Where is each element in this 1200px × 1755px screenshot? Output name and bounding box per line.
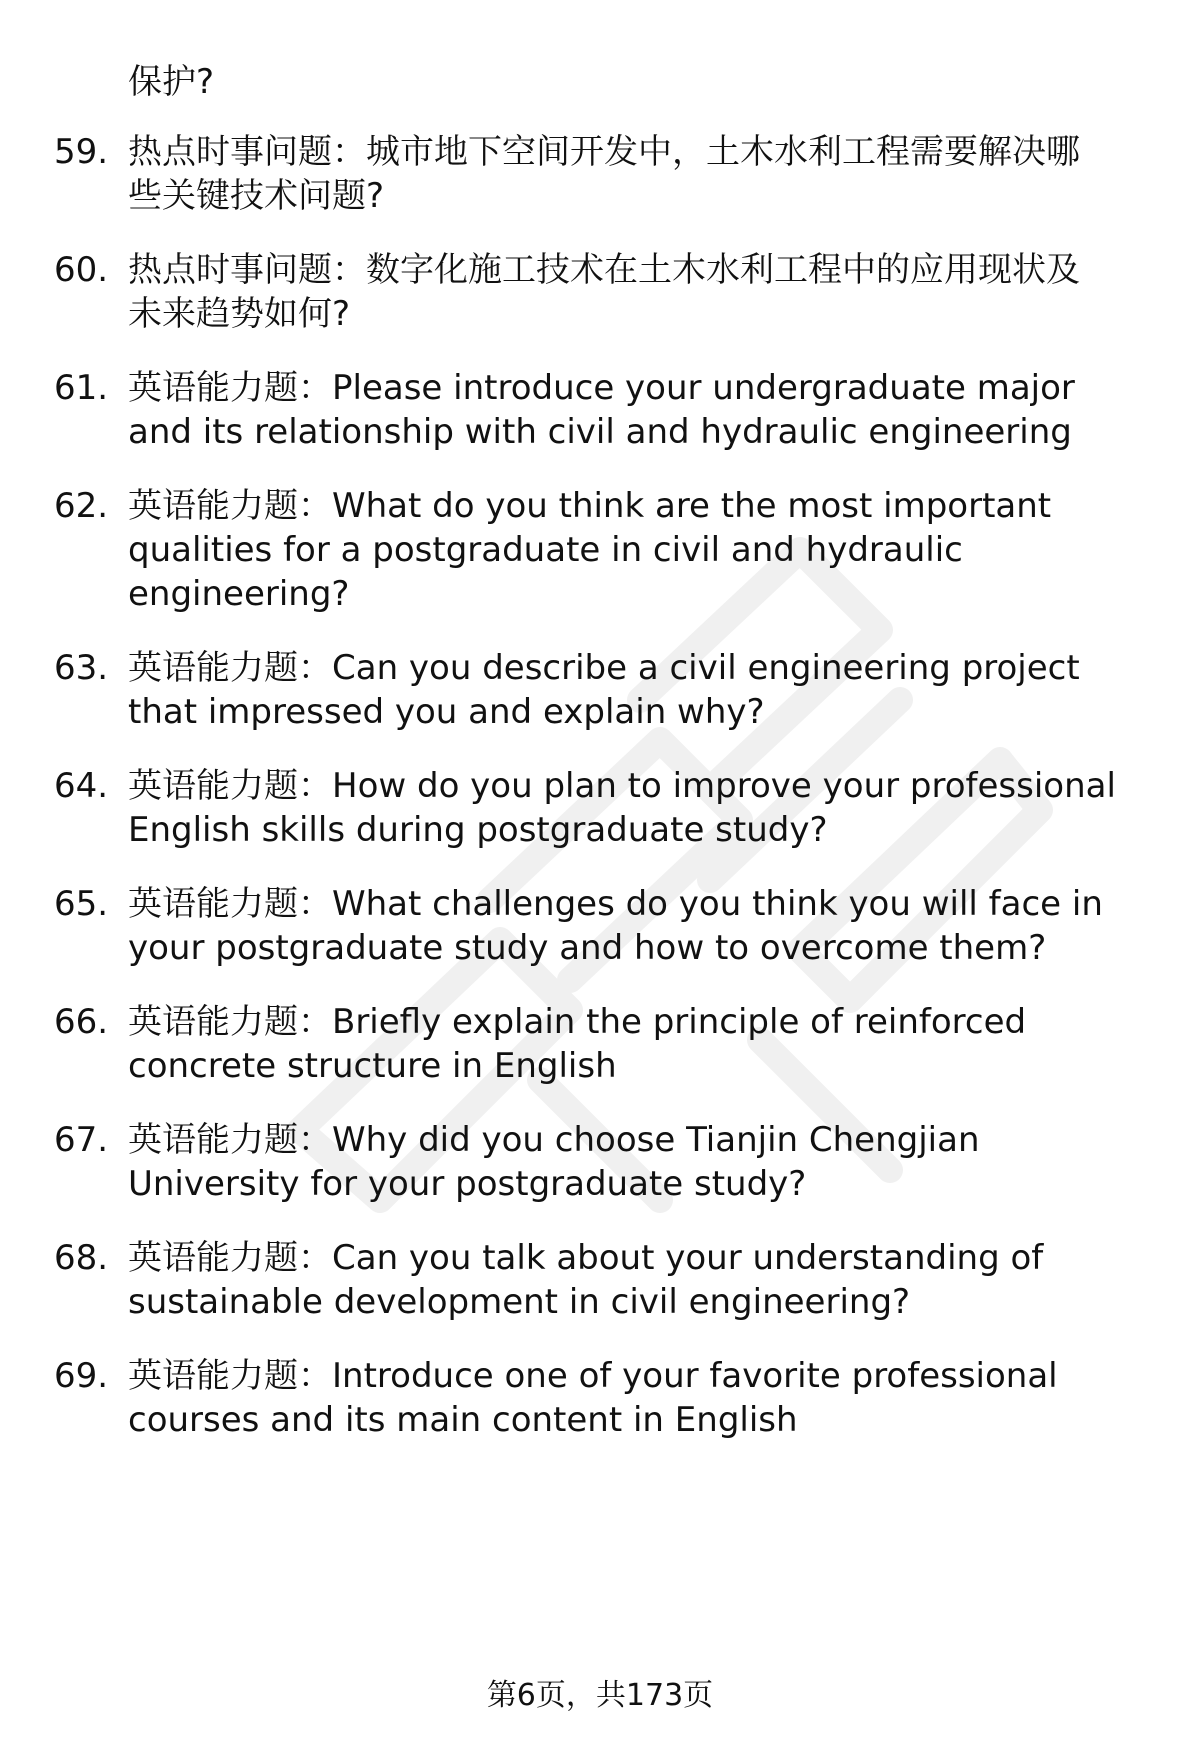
question-text xyxy=(128,1354,1200,1442)
question-text-line: your postgraduate study and how to overcome them? xyxy=(128,928,1047,968)
question-number: 67. xyxy=(54,1120,109,1160)
page-number-footer: 第6页，共173页 xyxy=(486,1678,714,1713)
question-text xyxy=(128,882,1200,970)
question-text xyxy=(128,130,1200,218)
question-text-line: 英语能力题：Please introduce your undergraduate major xyxy=(128,368,1075,408)
question-number: 69. xyxy=(54,1356,109,1396)
question-text-line: courses and its main content in English xyxy=(128,1400,798,1440)
question-text xyxy=(128,1236,1200,1324)
question-text-line: that impressed you and explain why? xyxy=(128,692,765,732)
question-text-line: 热点时事问题：数字化施工技术在土木水利工程中的应用现状及 xyxy=(128,250,1080,290)
question-number: 63. xyxy=(54,648,109,688)
question-text xyxy=(128,248,1200,336)
question-text-line: and its relationship with civil and hydraulic engineering xyxy=(128,412,1072,452)
question-text-line: 热点时事问题：城市地下空间开发中，土木水利工程需要解决哪 xyxy=(128,132,1080,172)
question-text-line: 英语能力题：Why did you choose Tianjin Chengjian xyxy=(128,1120,980,1160)
question-text-line: 英语能力题：Introduce one of your favorite professional xyxy=(128,1356,1058,1396)
question-number: 61. xyxy=(54,368,109,408)
question-text-line: qualities for a postgraduate in civil and hydraulic xyxy=(128,530,963,570)
question-number: 64. xyxy=(54,766,109,806)
question-text xyxy=(128,1000,1200,1088)
question-number: 59. xyxy=(54,132,109,172)
question-text-line: 英语能力题：Can you describe a civil engineering project xyxy=(128,648,1080,688)
previous-question-continuation: 保护? xyxy=(128,62,215,102)
question-text-line: 些关键技术问题? xyxy=(128,176,385,216)
question-number: 68. xyxy=(54,1238,109,1278)
question-text xyxy=(128,646,1200,734)
question-text xyxy=(128,366,1200,454)
question-number: 60. xyxy=(54,250,109,290)
question-number: 62. xyxy=(54,486,109,526)
question-text-line: sustainable development in civil engineering? xyxy=(128,1282,911,1322)
question-text-line: 英语能力题：What do you think are the most important xyxy=(128,486,1052,526)
question-text xyxy=(128,1118,1200,1206)
question-number: 66. xyxy=(54,1002,109,1042)
question-text-line: 英语能力题：What challenges do you think you will face in xyxy=(128,884,1103,924)
question-text-line: University for your postgraduate study? xyxy=(128,1164,807,1204)
question-text-line: 英语能力题：Can you talk about your understanding of xyxy=(128,1238,1044,1278)
question-number: 65. xyxy=(54,884,109,924)
question-text-line: engineering? xyxy=(128,574,350,614)
question-text-line: 未来趋势如何? xyxy=(128,294,351,334)
question-text-line: concrete structure in English xyxy=(128,1046,617,1086)
question-text-line: English skills during postgraduate study? xyxy=(128,810,828,850)
question-text xyxy=(128,484,1200,616)
question-text-line: 英语能力题：How do you plan to improve your professional xyxy=(128,766,1116,806)
question-text-line: 英语能力题：Briefly explain the principle of reinforced xyxy=(128,1002,1027,1042)
question-text xyxy=(128,764,1200,852)
